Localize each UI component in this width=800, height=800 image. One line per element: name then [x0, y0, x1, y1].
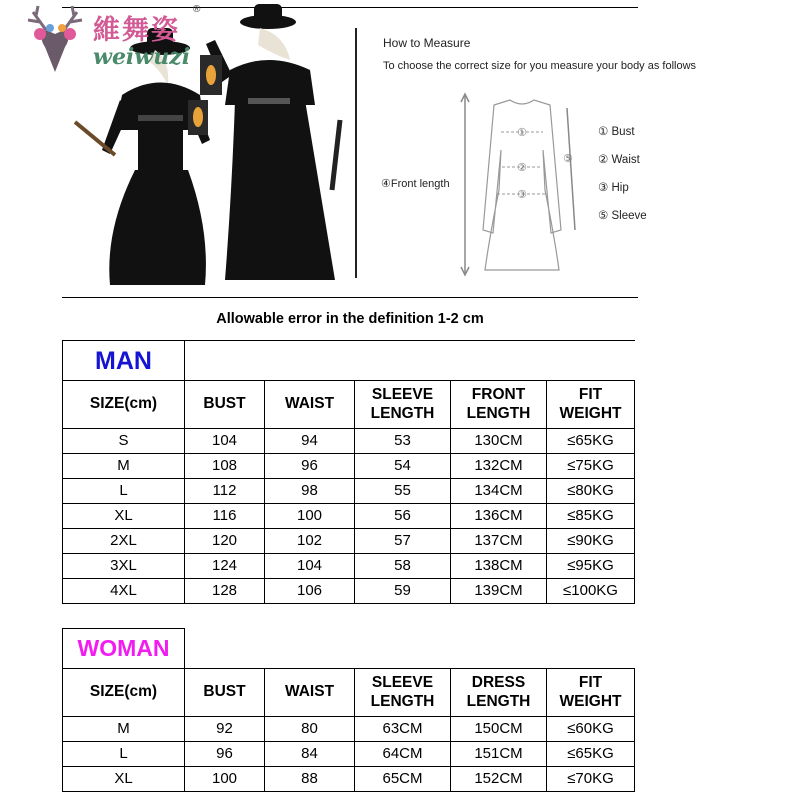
man-header-cell	[63, 381, 185, 429]
man-table-cell: 98	[265, 479, 355, 504]
man-table-cell: ≤90KG	[547, 529, 635, 554]
man-table-cell: ≤80KG	[547, 479, 635, 504]
registered-mark: ®	[193, 4, 201, 15]
man-table-row	[63, 429, 635, 454]
allowable-error-note: Allowable error in the definition 1-2 cm	[216, 311, 484, 327]
woman-header-row	[63, 669, 635, 717]
woman-header-cell	[355, 669, 451, 717]
front-length-label: ④Front length	[381, 178, 450, 190]
man-header-line: FIT	[578, 385, 603, 403]
man-header-line: SLEEVE	[371, 385, 434, 403]
deer-skull-logo-icon	[18, 2, 93, 77]
woman-table-cell: 100	[185, 767, 265, 792]
woman-table-cell: 88	[265, 767, 355, 792]
man-header-cell	[547, 381, 635, 429]
woman-header-cell	[451, 669, 547, 717]
legend-bust: ① Bust	[598, 126, 635, 138]
man-table-cell: ≤95KG	[547, 554, 635, 579]
man-header-line: FRONT	[471, 385, 526, 403]
man-table-cell: 120	[185, 529, 265, 554]
man-table-cell: 138CM	[451, 554, 547, 579]
man-table-cell: 108	[185, 454, 265, 479]
man-table-cell: 134CM	[451, 479, 547, 504]
woman-title-row	[63, 629, 635, 669]
woman-header-line: WAIST	[284, 683, 335, 701]
man-table-cell: 136CM	[451, 504, 547, 529]
man-table-cell: 55	[355, 479, 451, 504]
man-header-cell	[451, 381, 547, 429]
woman-header-line: SLEEVE	[371, 673, 434, 691]
man-table-cell: 3XL	[63, 554, 185, 579]
woman-table-cell: 150CM	[451, 717, 547, 742]
sleeve-marker: ⑤	[563, 152, 573, 165]
man-header-line: LENGTH	[370, 404, 435, 422]
man-header-cell	[185, 381, 265, 429]
man-table-cell: 137CM	[451, 529, 547, 554]
woman-header-line: WEIGHT	[559, 692, 622, 710]
woman-header-line: LENGTH	[466, 692, 531, 710]
man-table-cell: 128	[185, 579, 265, 604]
woman-table-cell: ≤65KG	[547, 742, 635, 767]
dress-measurement-diagram	[455, 90, 595, 280]
woman-table-row	[63, 717, 635, 742]
man-table-cell: 57	[355, 529, 451, 554]
woman-header-cell	[185, 669, 265, 717]
how-to-measure-title: How to Measure	[383, 36, 471, 50]
man-title-spacer	[185, 341, 635, 381]
man-table-cell: 124	[185, 554, 265, 579]
man-table-row	[63, 479, 635, 504]
man-header-line: BUST	[203, 395, 246, 413]
woman-header-cell	[63, 669, 185, 717]
woman-table-cell: 92	[185, 717, 265, 742]
woman-table-cell: 65CM	[355, 767, 451, 792]
man-table-cell: 104	[185, 429, 265, 454]
man-table-cell: 53	[355, 429, 451, 454]
woman-table-cell: 151CM	[451, 742, 547, 767]
man-table-cell: M	[63, 454, 185, 479]
woman-table-cell: 80	[265, 717, 355, 742]
woman-header-line: BUST	[203, 683, 246, 701]
man-table-cell: ≤100KG	[547, 579, 635, 604]
man-table-cell: 100	[265, 504, 355, 529]
middle-divider	[62, 297, 638, 298]
woman-table-row	[63, 767, 635, 792]
legend-hip: ③ Hip	[598, 182, 629, 194]
man-table-cell: 104	[265, 554, 355, 579]
man-table-cell: L	[63, 479, 185, 504]
man-table-cell: 4XL	[63, 579, 185, 604]
woman-header-cell	[547, 669, 635, 717]
man-table-cell: 139CM	[451, 579, 547, 604]
woman-table-cell: ≤70KG	[547, 767, 635, 792]
brand-name-cn: 維舞姿	[93, 15, 180, 46]
man-table-row	[63, 454, 635, 479]
man-table-cell: 56	[355, 504, 451, 529]
legend-waist: ② Waist	[598, 154, 640, 166]
man-size-table	[62, 340, 635, 604]
man-table-cell: 58	[355, 554, 451, 579]
woman-title: WOMAN	[63, 629, 185, 669]
measurement-legend	[598, 124, 647, 236]
man-table-row	[63, 579, 635, 604]
man-table-cell: 116	[185, 504, 265, 529]
man-table-cell: 102	[265, 529, 355, 554]
woman-table-cell: 96	[185, 742, 265, 767]
man-header-line: WEIGHT	[559, 404, 622, 422]
woman-size-table	[62, 628, 635, 792]
man-header-cell	[265, 381, 355, 429]
woman-header-line: DRESS	[471, 673, 526, 691]
man-table-cell: 130CM	[451, 429, 547, 454]
woman-header-line: LENGTH	[370, 692, 435, 710]
woman-table-cell: 64CM	[355, 742, 451, 767]
sleeve-arrow	[567, 108, 575, 230]
vertical-divider	[355, 28, 357, 278]
man-table-row	[63, 554, 635, 579]
woman-table-cell: L	[63, 742, 185, 767]
legend-sleeve: ⑤ Sleeve	[598, 210, 647, 222]
man-table-cell: ≤75KG	[547, 454, 635, 479]
man-table-cell: S	[63, 429, 185, 454]
woman-table-cell: M	[63, 717, 185, 742]
how-to-measure-subtitle: To choose the correct size for you measure your body as follows	[383, 60, 697, 72]
woman-table-row	[63, 742, 635, 767]
woman-header-cell	[265, 669, 355, 717]
man-table-row	[63, 504, 635, 529]
man-title: MAN	[63, 341, 185, 381]
man-header-row	[63, 381, 635, 429]
man-header-line: LENGTH	[466, 404, 531, 422]
bust-marker: ①	[517, 126, 527, 139]
brand-logo	[18, 2, 213, 82]
man-table-cell: XL	[63, 504, 185, 529]
man-header-cell	[355, 381, 451, 429]
woman-title-spacer	[185, 629, 635, 669]
man-table-cell: 54	[355, 454, 451, 479]
man-table-cell: ≤65KG	[547, 429, 635, 454]
woman-table-cell: 152CM	[451, 767, 547, 792]
man-table-cell: 94	[265, 429, 355, 454]
woman-header-line: SIZE(cm)	[89, 683, 158, 701]
woman-table-cell: 84	[265, 742, 355, 767]
man-title-row	[63, 341, 635, 381]
man-table-cell: 106	[265, 579, 355, 604]
woman-table-cell: 63CM	[355, 717, 451, 742]
man-table-cell: 96	[265, 454, 355, 479]
man-table-cell: 132CM	[451, 454, 547, 479]
man-table-cell: ≤85KG	[547, 504, 635, 529]
man-table-row	[63, 529, 635, 554]
man-table-cell: 112	[185, 479, 265, 504]
man-table-cell: 2XL	[63, 529, 185, 554]
man-table-cell: 59	[355, 579, 451, 604]
man-header-line: WAIST	[284, 395, 335, 413]
hip-marker: ③	[517, 188, 527, 201]
woman-table-cell: ≤60KG	[547, 717, 635, 742]
woman-header-line: FIT	[578, 673, 603, 691]
woman-table-cell: XL	[63, 767, 185, 792]
waist-marker: ②	[517, 161, 527, 174]
brand-name-en: weiwuzi	[93, 44, 191, 70]
man-header-line: SIZE(cm)	[89, 395, 158, 413]
